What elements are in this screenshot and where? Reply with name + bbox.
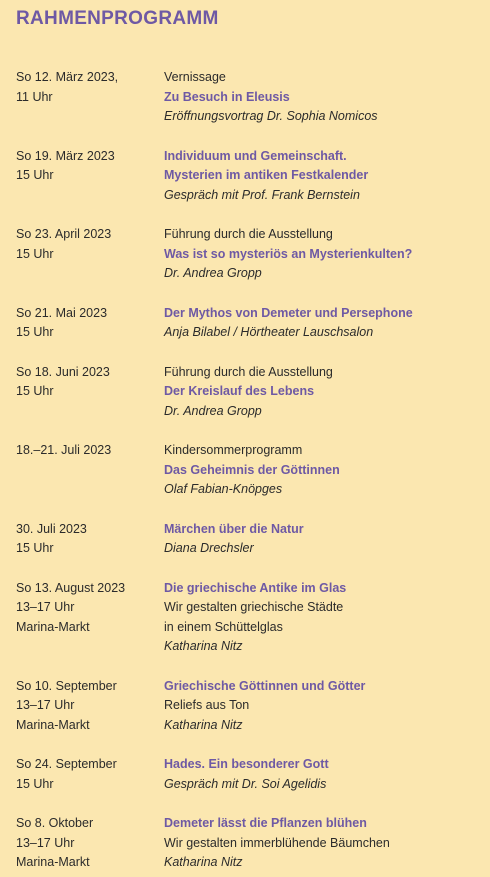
event-details (164, 147, 474, 206)
event-speaker: Olaf Fabian-Knöpges (164, 482, 283, 496)
event-speaker: Eröffnungsvortrag Dr. Sophia Nomicos (164, 109, 378, 123)
event-title: Griechische Göttinnen und Götter (164, 678, 366, 693)
event-title: Der Kreislauf des Lebens (164, 384, 315, 398)
event-date-line: 15 Uhr (16, 541, 54, 555)
event-speaker: Gespräch mit Prof. Frank Bernstein (164, 187, 360, 202)
event-date-line: So 21. Mai 2023 (16, 305, 108, 320)
event-date (16, 363, 164, 422)
event-date (16, 147, 164, 206)
event-date-line: 11 Uhr (16, 89, 53, 104)
event-details (164, 814, 474, 873)
event-date-line: Marina-Markt (16, 855, 90, 869)
event-item (16, 147, 474, 206)
event-type: Führung durch die Ausstellung (164, 364, 333, 379)
event-date (16, 520, 164, 559)
event-date-line: So 10. September (16, 678, 117, 693)
page-title: RAHMENPROGRAMM (16, 8, 219, 29)
event-date-line: So 12. März 2023, (16, 70, 119, 84)
event-item (16, 677, 474, 736)
event-date-line: 13–17 Uhr (16, 600, 75, 614)
event-title: Demeter lässt die Pflanzen blühen (164, 816, 367, 830)
event-speaker: Katharina Nitz (164, 855, 243, 869)
event-date (16, 68, 164, 127)
event-title: Das Geheimnis der Göttinnen (164, 462, 340, 477)
event-description: Wir gestalten immerblühende Bäumchen (164, 835, 390, 850)
event-date-line: 18.–21. Juli 2023 (16, 443, 112, 457)
event-date-line: So 19. März 2023 (16, 148, 115, 163)
event-date (16, 304, 164, 343)
event-type: Führung durch die Ausstellung (164, 227, 333, 241)
event-date-line: So 8. Oktober (16, 816, 94, 830)
event-title: Märchen über die Natur (164, 521, 304, 536)
event-type: Kindersommerprogramm (164, 443, 303, 457)
event-title: Was ist so mysteriös an Mysterienkulten? (164, 246, 413, 261)
event-item (16, 755, 474, 794)
event-item (16, 814, 474, 873)
event-details (164, 441, 474, 500)
event-speaker: Anja Bilabel / Hörtheater Lauschsalon (164, 325, 374, 339)
event-item (16, 304, 474, 343)
event-date-line: 15 Uhr (16, 776, 54, 791)
event-details (164, 755, 474, 794)
event-speaker: Dr. Andrea Gropp (164, 266, 262, 280)
event-date (16, 225, 164, 284)
event-speaker: Katharina Nitz (164, 639, 243, 653)
event-item (16, 68, 474, 127)
event-date-line: 13–17 Uhr (16, 835, 75, 850)
event-speaker: Gespräch mit Dr. Soi Agelidis (164, 776, 327, 791)
event-title: Individuum und Gemeinschaft. (164, 148, 347, 163)
event-item (16, 363, 474, 422)
event-date-line: So 24. September (16, 757, 117, 771)
event-list (16, 68, 474, 873)
event-title: Zu Besuch in Eleusis (164, 89, 290, 104)
event-date-line: 15 Uhr (16, 168, 54, 182)
event-date (16, 755, 164, 794)
event-item (16, 520, 474, 559)
event-date-line: 15 Uhr (16, 384, 54, 398)
event-speaker: Diana Drechsler (164, 541, 254, 555)
event-title: Die griechische Antike im Glas (164, 580, 347, 595)
event-description: in einem Schüttelglas (164, 619, 283, 634)
event-details (164, 677, 474, 736)
event-details (164, 68, 474, 127)
event-description: Wir gestalten griechische Städte (164, 600, 344, 614)
event-item (16, 579, 474, 657)
event-item (16, 441, 474, 500)
event-date (16, 579, 164, 657)
event-title: Der Mythos von Demeter und Persephone (164, 305, 413, 320)
event-date-line: 30. Juli 2023 (16, 521, 87, 536)
event-item (16, 225, 474, 284)
event-speaker: Katharina Nitz (164, 717, 243, 732)
event-date-line: Marina-Markt (16, 619, 90, 634)
event-details (164, 363, 474, 422)
event-date (16, 441, 164, 500)
event-date-line: Marina-Markt (16, 717, 90, 732)
event-date-line: 13–17 Uhr (16, 698, 75, 712)
event-date-line: 15 Uhr (16, 325, 54, 339)
event-date-line: So 18. Juni 2023 (16, 364, 110, 379)
event-date (16, 814, 164, 873)
event-date-line: So 13. August 2023 (16, 580, 126, 595)
event-details (164, 579, 474, 657)
event-type: Vernissage (164, 70, 226, 84)
event-title: Hades. Ein besonderer Gott (164, 757, 329, 771)
event-description: Reliefs aus Ton (164, 698, 250, 712)
event-details (164, 225, 474, 284)
event-date-line: 15 Uhr (16, 246, 54, 261)
event-details (164, 520, 474, 559)
event-details (164, 304, 474, 343)
event-date-line: So 23. April 2023 (16, 227, 112, 241)
event-date (16, 677, 164, 736)
event-title: Mysterien im antiken Festkalender (164, 168, 369, 182)
event-speaker: Dr. Andrea Gropp (164, 403, 262, 418)
